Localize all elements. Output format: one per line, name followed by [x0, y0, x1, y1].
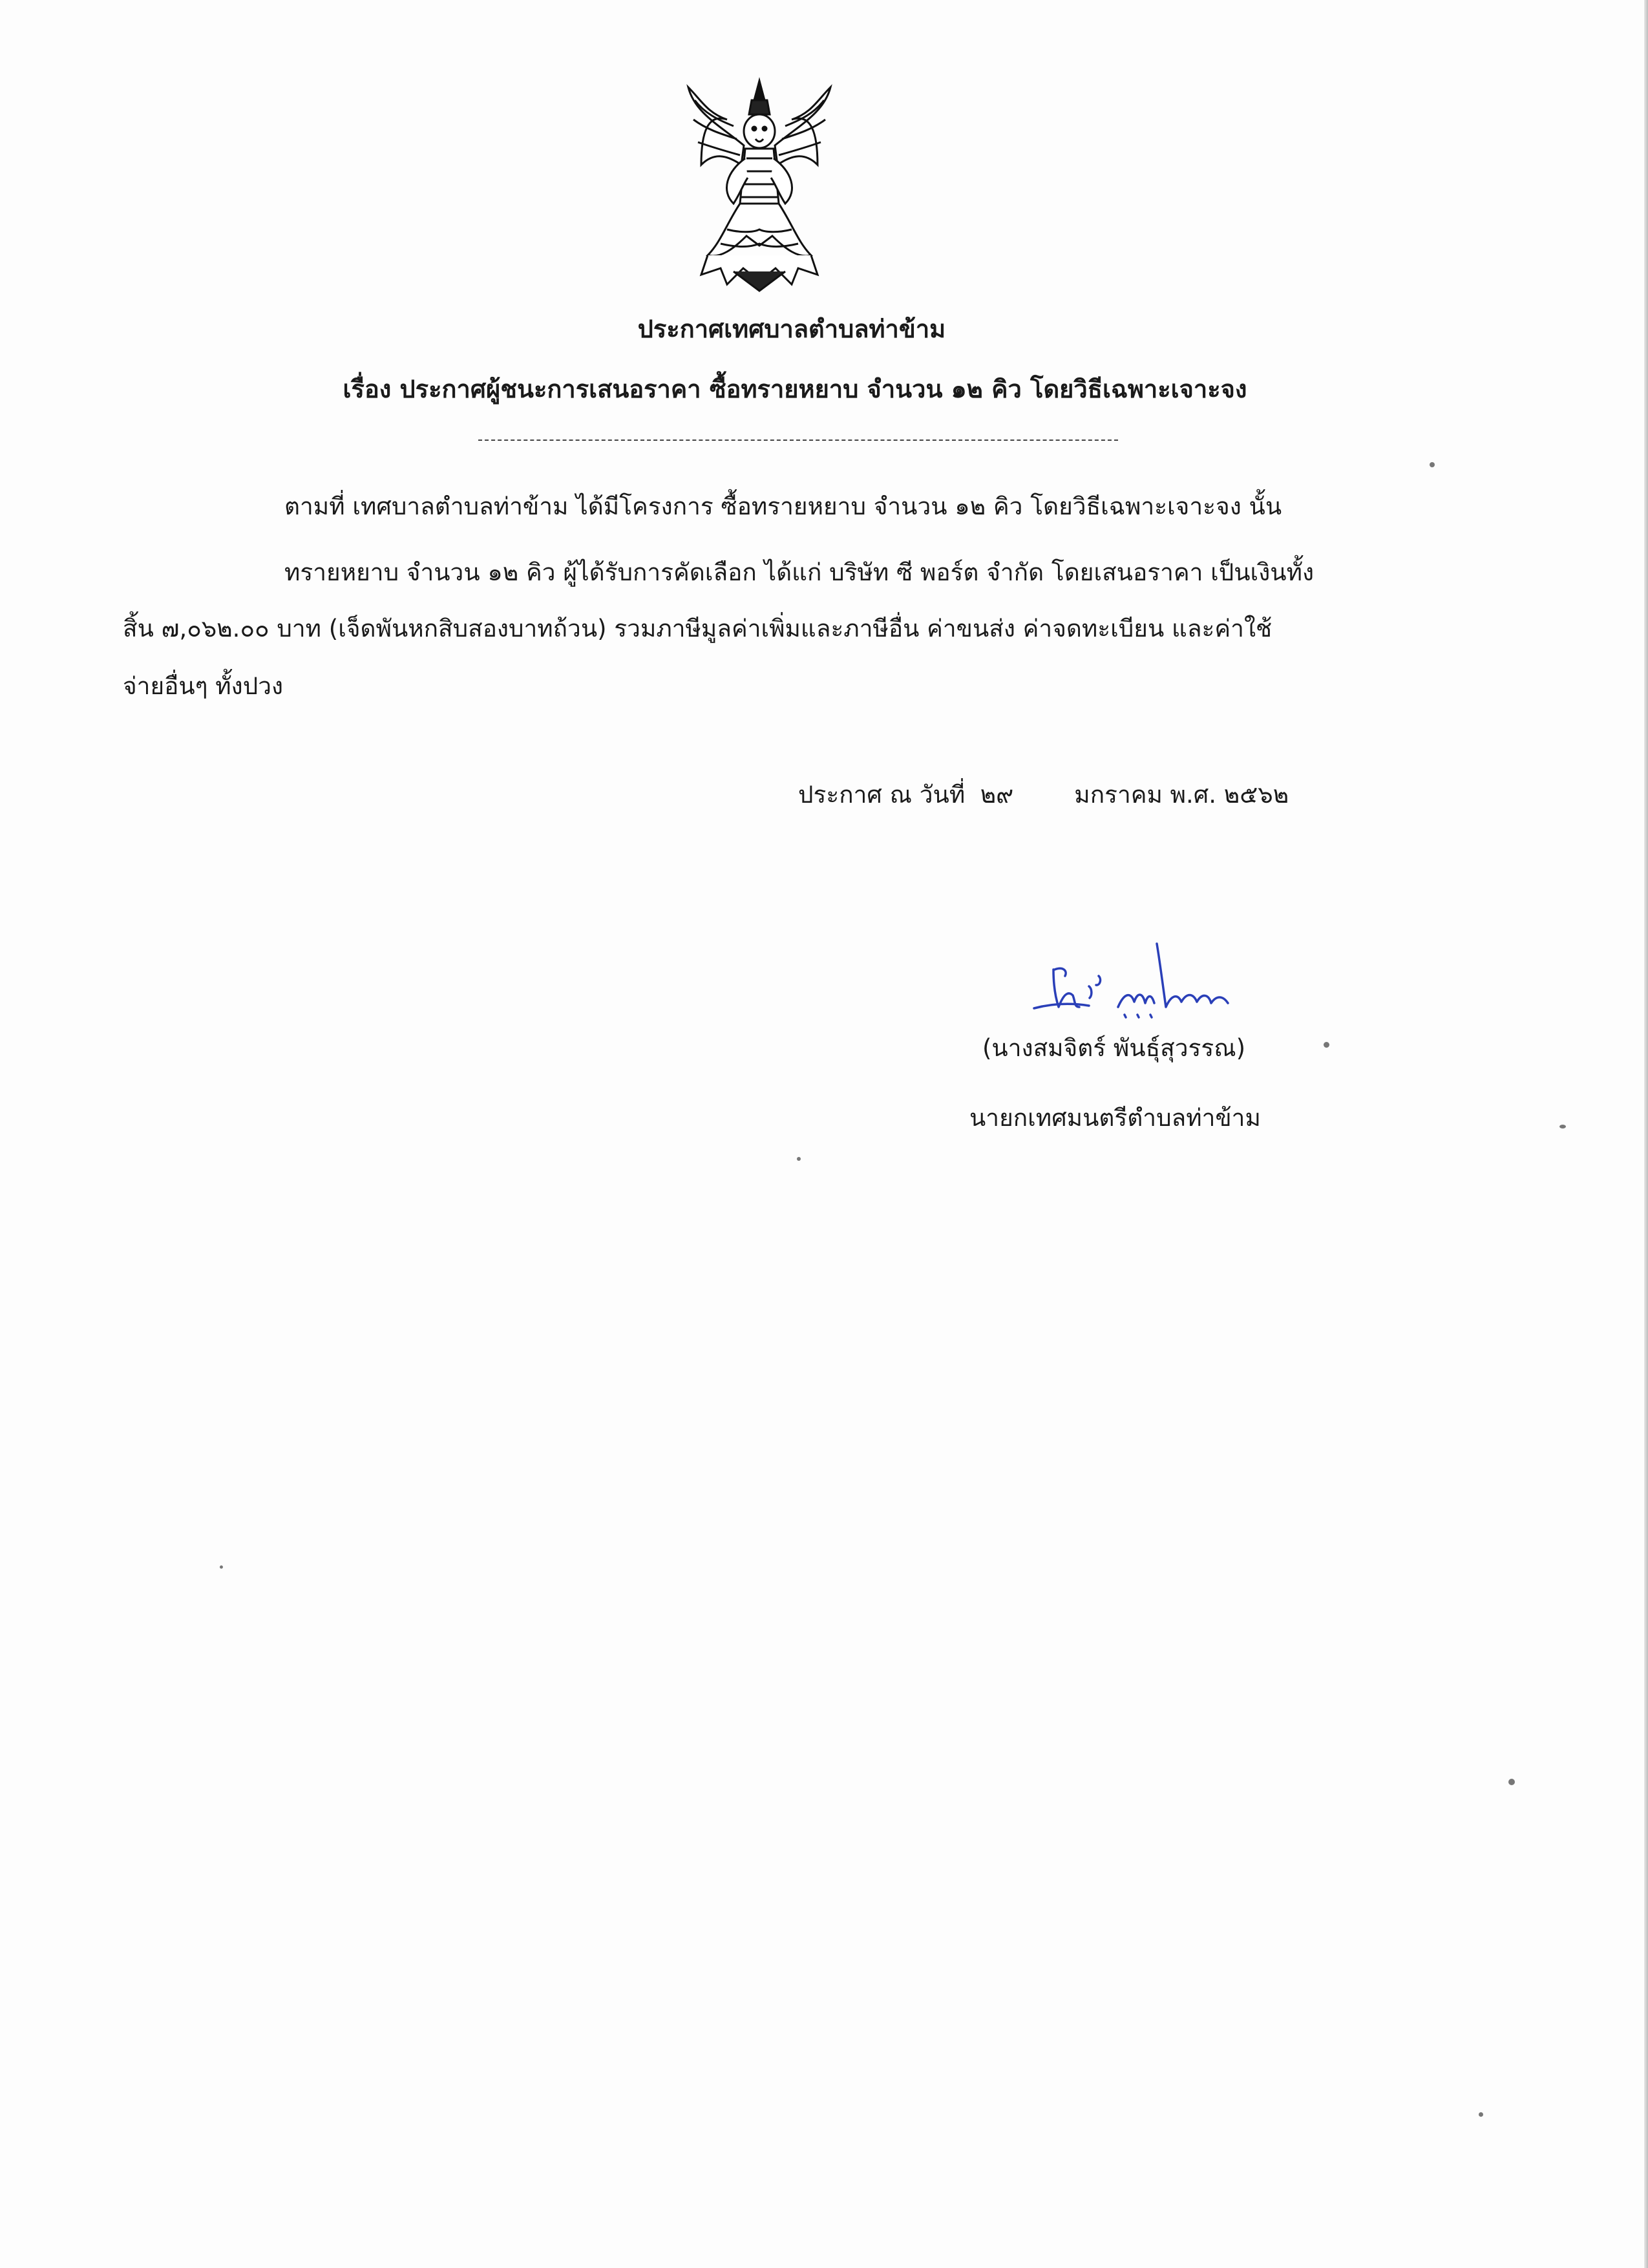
scan-edge — [1644, 0, 1648, 2268]
scan-speck — [797, 1157, 801, 1161]
scan-speck — [1508, 1779, 1515, 1785]
scan-speck — [1324, 1042, 1329, 1048]
divider-line — [478, 440, 1118, 441]
body-paragraph-line: สิ้น ๗,๐๖๒.๐๐ บาท (เจ็ดพันหกสิบสองบาทถ้วน) รวมภาษีมูลค่าเพิ่มและภาษีอื่น ค่าขนส่ง ค่าจดทะเบียน และค่าใช้ — [123, 615, 1273, 642]
garuda-emblem-icon — [682, 74, 837, 294]
body-paragraph-line: ทรายหยาบ จำนวน ๑๒ คิว ผู้ได้รับการคัดเลือก ได้แก่ บริษัท ซี พอร์ต จำกัด โดยเสนอราคา เป็นเงินทั้ง — [284, 558, 1315, 586]
scan-speck — [1430, 462, 1435, 467]
scan-speck — [220, 1565, 223, 1569]
body-paragraph-line: ตามที่ เทศบาลตำบลท่าข้าม ได้มีโครงการ ซื้อทรายหยาบ จำนวน ๑๒ คิว โดยวิธีเฉพาะเจาะจง นั้น — [284, 493, 1282, 520]
handwritten-signature — [1028, 931, 1247, 1028]
body-paragraph-line: จ่ายอื่นๆ ทั้งปวง — [123, 672, 284, 700]
signer-title: นายกเทศมนตรีตำบลท่าข้าม — [969, 1104, 1261, 1132]
scan-speck — [1479, 2112, 1483, 2117]
announcement-subject: เรื่อง ประกาศผู้ชนะการเสนอราคา ซื้อทรายหยาบ จำนวน ๑๒ คิว โดยวิธีเฉพาะเจาะจง — [343, 375, 1247, 403]
announcement-title: ประกาศเทศบาลตำบลท่าข้าม — [637, 315, 946, 343]
scan-speck — [1559, 1125, 1566, 1129]
announcement-date: ประกาศ ณ วันที่ ๒๙ มกราคม พ.ศ. ๒๕๖๒ — [798, 781, 1289, 809]
signer-name: (นางสมจิตร์ พันธุ์สุวรรณ) — [982, 1034, 1246, 1062]
